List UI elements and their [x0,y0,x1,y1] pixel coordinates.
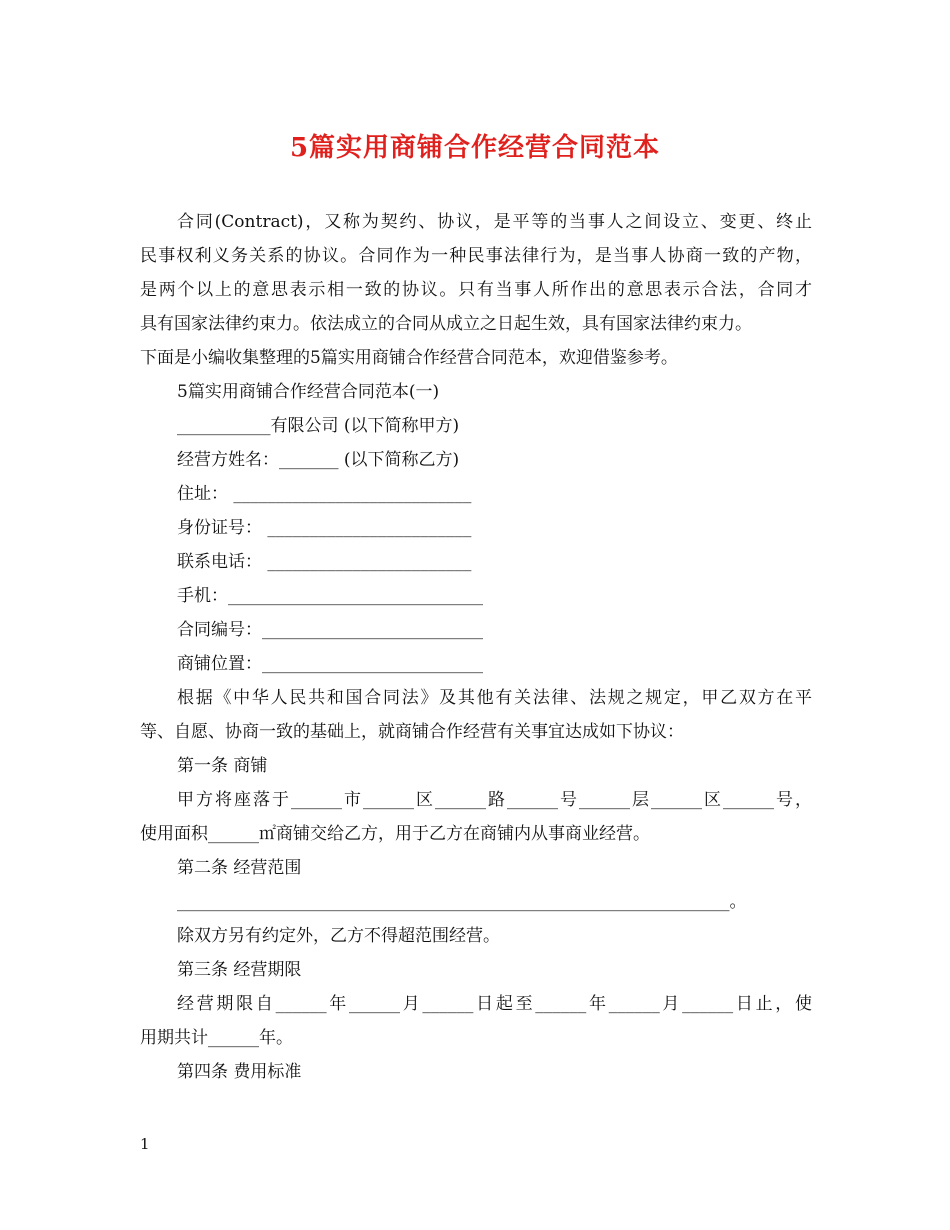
id-number-line: 身份证号： ________________________ [177,518,472,538]
contract-subtitle: 5篇实用商铺合作经营合同范本(一) [177,382,440,402]
intro-paragraph-line-5: 下面是小编收集整理的5篇实用商铺合作经营合同范本，欢迎借鉴参考。 [140,348,678,368]
party-b-name-line: 经营方姓名：_______ (以下简称乙方) [177,450,460,470]
document-title: 5篇实用商铺合作经营合同范本 [289,133,661,163]
article-four-heading: 第四条 费用标准 [177,1062,302,1082]
document-body [140,205,812,1089]
article-three-line-2: 用期共计______年。 [140,1028,293,1048]
intro-paragraph-line-1: 合同(Contract)，又称为契约、协议，是平等的当事人之间设立、变更、终止 [177,212,812,232]
address-line: 住址： ____________________________ [177,484,472,504]
phone-line: 联系电话： ________________________ [177,552,472,572]
contract-number-line: 合同编号：__________________________ [177,620,483,640]
article-two-note: 除双方另有约定外，乙方不得超范围经营。 [177,926,500,946]
article-one-heading: 第一条 商铺 [177,756,268,776]
mobile-line: 手机：______________________________ [177,586,483,606]
shop-location-line: 商铺位置：__________________________ [177,654,483,674]
basis-paragraph-line-2: 等、自愿、协商一致的基础上，就商铺合作经营有关事宜达成如下协议： [140,722,684,742]
article-one-line-1: 甲方将座落于______市______区______路______号______层______区______号， [177,790,812,810]
article-two-heading: 第二条 经营范围 [177,858,302,878]
intro-paragraph-line-3: 是两个以上的意思表示相一致的协议。只有当事人所作出的意思表示合法，合同才 [140,280,812,300]
article-one-line-2: 使用面积______㎡商铺交给乙方，用于乙方在商铺内从事商业经营。 [140,824,650,844]
business-scope-blank: _________________________________________________________________。 [177,892,747,912]
article-three-line-1: 经营期限自______年______月______日起至______年______月______日止，使 [177,994,812,1014]
article-three-heading: 第三条 经营期限 [177,960,302,980]
intro-paragraph-line-4: 具有国家法律约束力。依法成立的合同从成立之日起生效，具有国家法律约束力。 [140,314,752,334]
intro-paragraph-line-2: 民事权利义务关系的协议。合同作为一种民事法律行为，是当事人协商一致的产物， [140,246,812,266]
page-number: 1 [140,1135,150,1153]
basis-paragraph-line-1: 根据《中华人民共和国合同法》及其他有关法律、法规之规定，甲乙双方在平 [177,688,812,708]
party-a-line: ___________有限公司 (以下简称甲方) [177,416,460,436]
